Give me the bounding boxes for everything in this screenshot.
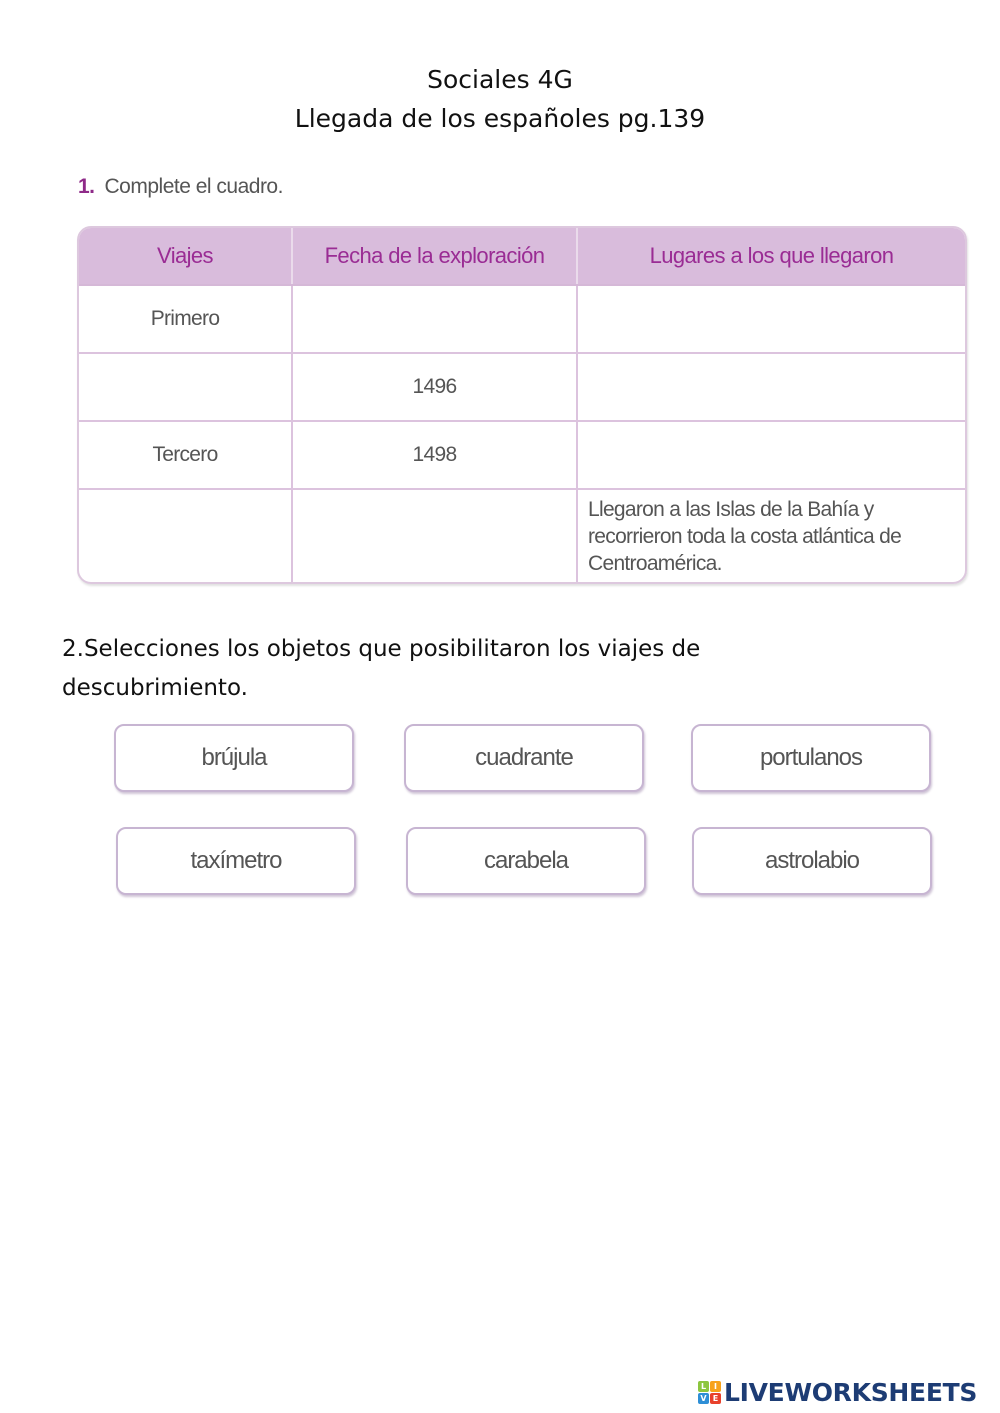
- question-2-prompt: 2.Selecciones los objetos que posibilitaron los viajes de descubrimiento.: [62, 636, 701, 701]
- cell-viaje: Primero: [79, 285, 292, 353]
- option-portulanos[interactable]: portulanos: [691, 724, 931, 792]
- cell-lugares: Llegaron a las Islas de la Bahía y recorrieron toda la costa atlántica de Centroamérica.: [588, 498, 902, 575]
- live-logo-icon: L I V E: [698, 1381, 721, 1404]
- lesson-title: Llegada de los españoles pg.139: [294, 104, 706, 133]
- question-number: 1.: [78, 175, 95, 198]
- cell-lugares-input[interactable]: [577, 353, 965, 421]
- cell-viaje-input[interactable]: [79, 353, 292, 421]
- table-row: [79, 285, 965, 353]
- table-row: [79, 353, 965, 421]
- cell-lugares-input[interactable]: [577, 285, 965, 353]
- table-row: [79, 489, 965, 583]
- option-cuadrante[interactable]: cuadrante: [404, 724, 644, 792]
- question-1-prompt: [78, 175, 283, 199]
- voyages-table: [77, 226, 967, 584]
- cell-viaje: Tercero: [79, 421, 292, 489]
- table-row: [79, 421, 965, 489]
- option-astrolabio[interactable]: astrolabio: [692, 827, 932, 895]
- header-lugares: Lugares a los que llegaron: [577, 228, 965, 285]
- liveworksheets-logo: [698, 1378, 977, 1407]
- cell-lugares-input[interactable]: [577, 421, 965, 489]
- subject-title: Sociales 4G: [427, 65, 573, 94]
- option-brujula[interactable]: brújula: [114, 724, 354, 792]
- cell-fecha: 1498: [292, 421, 577, 489]
- question-text: Complete el cuadro.: [104, 175, 283, 198]
- header-viajes: Viajes: [79, 228, 292, 285]
- cell-fecha: 1496: [292, 353, 577, 421]
- cell-fecha-input[interactable]: [292, 285, 577, 353]
- option-carabela[interactable]: carabela: [406, 827, 646, 895]
- option-taximetro[interactable]: taxímetro: [116, 827, 356, 895]
- cell-fecha-input[interactable]: [292, 489, 577, 583]
- brand-name: LIVEWORKSHEETS: [724, 1378, 978, 1407]
- cell-viaje-input[interactable]: [79, 489, 292, 583]
- worksheet-title: [0, 60, 1000, 138]
- header-fecha: Fecha de la exploración: [292, 228, 577, 285]
